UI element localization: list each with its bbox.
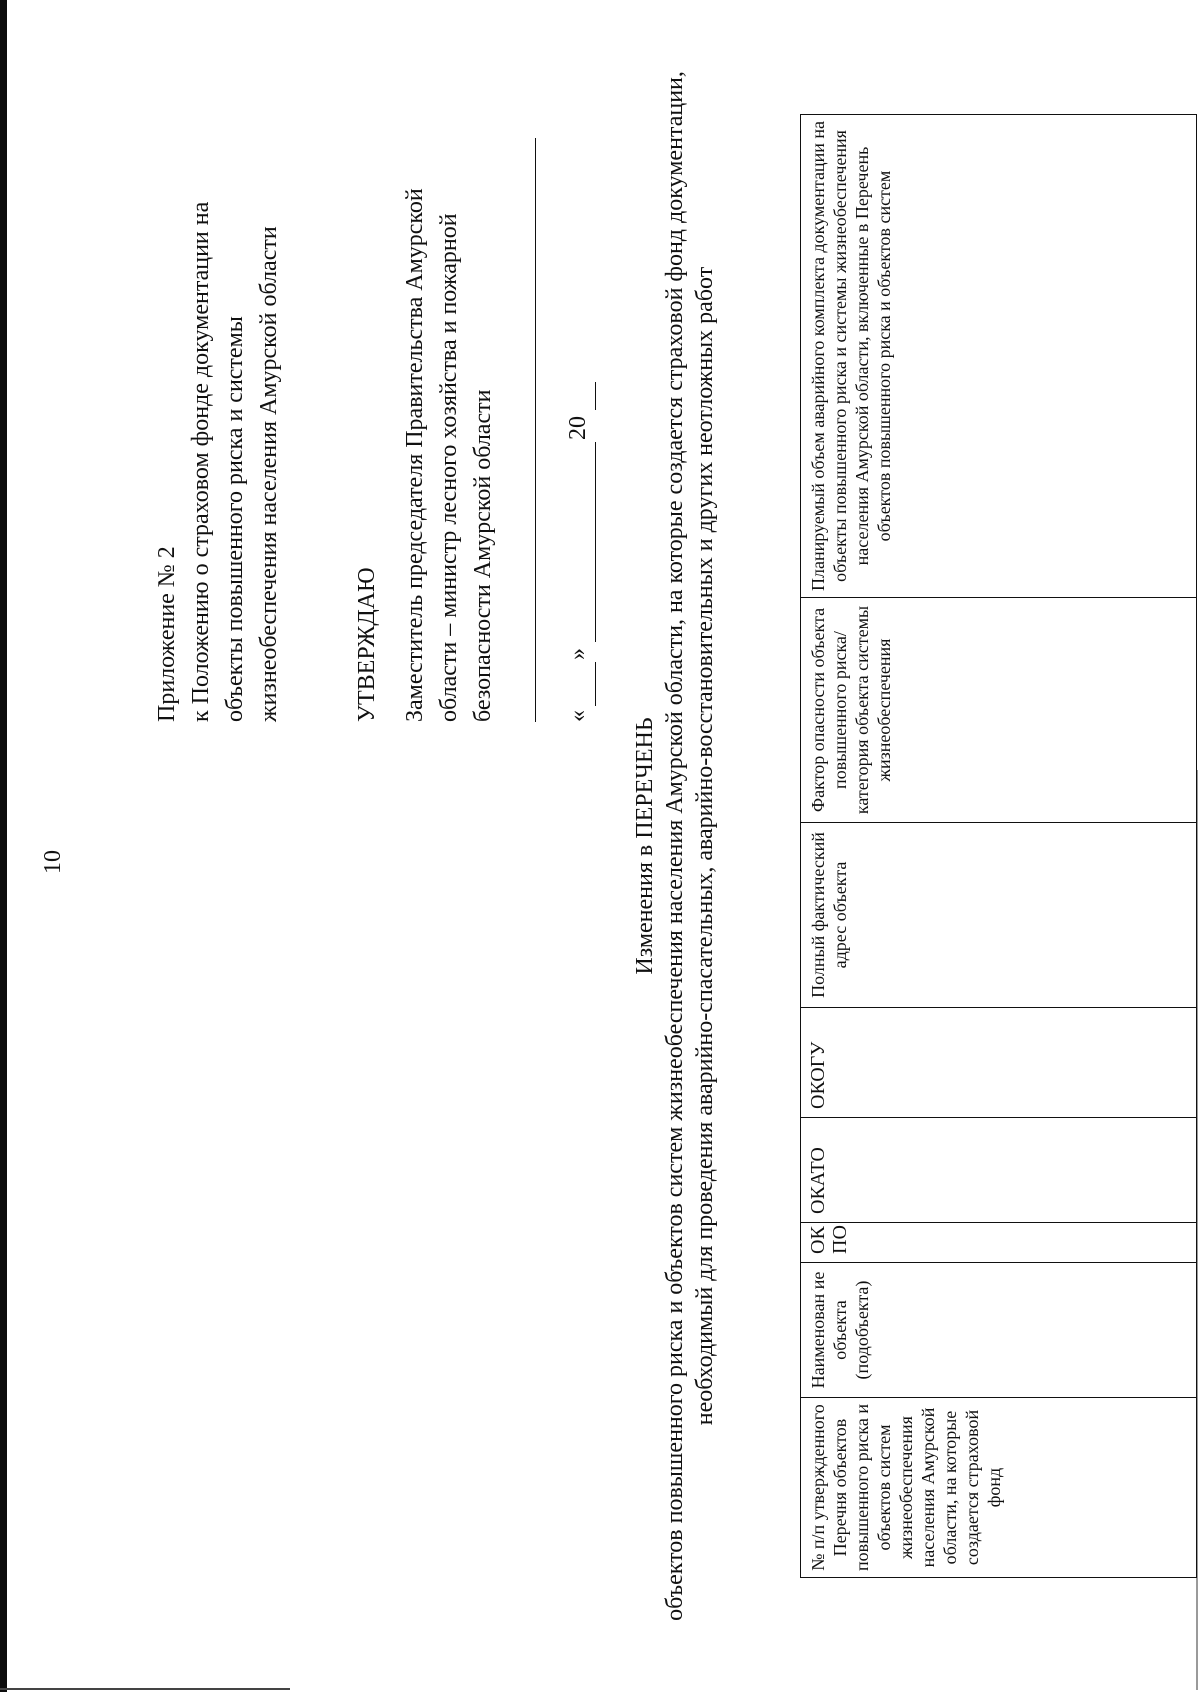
changes-table <box>800 114 1197 1578</box>
year-blank <box>595 382 596 410</box>
table-header-row <box>801 115 1197 1578</box>
appendix-header <box>150 122 286 722</box>
header-object-name: Наименован ие объекта (подобъекта) <box>801 1263 1197 1398</box>
day-blank <box>595 662 596 706</box>
header-hazard-factor: Фактор опасности объекта повышенного риска/категория объекта системы жизнеобеспечения <box>801 598 1197 823</box>
appendix-line: к Положению о страховом фонде документации на <box>188 201 214 722</box>
page-number: 10 <box>40 850 66 874</box>
header-okogu: ОКОГУ <box>801 1008 1197 1118</box>
header-okato: ОКАТО <box>801 1118 1197 1223</box>
approver-position-line: безопасности Амурской области <box>470 389 496 722</box>
approve-heading: УТВЕРЖДАЮ <box>354 567 380 722</box>
document-title: Изменения в ПЕРЕЧЕНЬ <box>632 717 658 975</box>
header-planned-volume: Планируемый объем аварийного комплекта документации на объекты повышенного риска и системы жизнеобеспечения населения Амурской области, включенные в Перечень объектов повышенного риска и объектов систем <box>801 115 1197 598</box>
header-row-number: № п/п утвержденного Перечня объектов повышенного риска и объектов систем жизнеобеспечения населения Амурской области, на которые создается страховой фонд <box>801 1398 1197 1578</box>
header-okpo: ОК ПО <box>801 1223 1197 1263</box>
month-blank <box>595 442 596 642</box>
appendix-line: жизнеобеспечения населения Амурской области <box>256 226 282 722</box>
date-open-quote: « <box>565 710 591 722</box>
approver-position-line: Заместитель председателя Правительства Амурской <box>402 188 428 722</box>
signature-line <box>535 138 536 722</box>
document-description: объектов повышенного риска и объектов систем жизнеобеспечения населения Амурской области, на которые создается страховой фонд документации, необходимый для проведения аварийно-спасательных, аварийно-восстановительных и других неотложных работ <box>662 71 718 1621</box>
date-close-quote: » <box>565 648 591 660</box>
header-address: Полный фактический адрес объекта <box>801 823 1197 1008</box>
year-prefix: 20 <box>565 416 591 440</box>
appendix-line: объекты повышенного риска и системы <box>222 316 248 722</box>
approver-position-line: области – министр лесного хозяйства и пожарной <box>436 213 462 722</box>
approval-block <box>350 122 500 722</box>
approval-date <box>565 122 605 722</box>
appendix-line: Приложение № 2 <box>154 546 180 722</box>
